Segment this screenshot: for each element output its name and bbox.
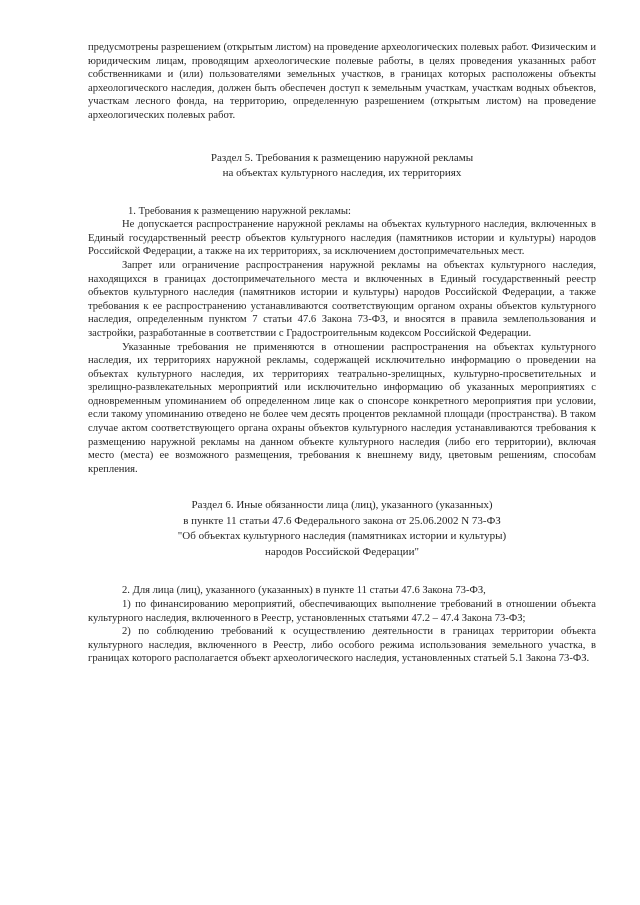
section-6-title-line-2: в пункте 11 статьи 47.6 Федерального закона от 25.06.2002 N 73-ФЗ bbox=[183, 514, 501, 527]
section-6-item-2: 2. Для лица (лиц), указанного (указанных) в пункте 11 статьи 47.6 Закона 73-ФЗ, bbox=[122, 585, 486, 597]
section-5-heading bbox=[88, 151, 596, 181]
section-5-paragraph-1: Не допускается распространение наружной рекламы на объектах культурного наследия, включенных в Единый государственный реестр объектов культурного наследия (памятников истории и культуры) народов Российской Федерации, а также на их территориях, за исключением достопримечательных мест. bbox=[88, 219, 596, 258]
section-6-title-line-3: "Об объектах культурного наследия (памятниках истории и культуры) bbox=[177, 530, 507, 543]
section-5-paragraph-2: Запрет или ограничение распространения наружной рекламы на объектах культурного наследия, находящихся в границах достопримечательного места и включенных в Единый государственный реестр объектов культурного наследия (памятников истории и культуры) народов Российской Федерации, а также требования к ее распространению устанавливаются соответствующим органом охраны объектов культурного наследия, определенным пунктом 7 статьи 47.6 Закона 73-ФЗ, и вносятся в правила землепользования и застройки, разработанные в соответствии с Градостроительным кодексом Российской Федерации. bbox=[88, 259, 596, 339]
document-page bbox=[88, 41, 596, 666]
section-5-item-1: 1. Требования к размещению наружной рекламы: bbox=[128, 205, 351, 217]
section-6-subitem-2: 2) по соблюдению требований к осуществлению деятельности в границах территории объекта культурного наследия, включенного в Реестр, либо особого режима использования земельного участка, в границах которого располагается объект археологического наследия, установленных статьей 5.1 Закона 73-ФЗ. bbox=[88, 626, 596, 665]
section-6-title-line-1: Раздел 6. Иные обязанности лица (лиц), указанного (указанных) bbox=[191, 499, 493, 512]
section-6-subitem-1: 1) по финансированию мероприятий, обеспечивающих выполнение требований в отношении объекта культурного наследия, включенного в Реестр, установленных статьями 47.2 – 47.4 Закона 73-ФЗ; bbox=[88, 599, 596, 624]
intro-paragraph: предусмотрены разрешением (открытым листом) на проведение археологических полевых работ. Физическим и юридическим лицам, проводящим археологические полевые работы, в целях проведения указанных работ собственниками и (или) пользователями земельных участков, в границах которых расположены объекты археологического наследия, должен быть обеспечен доступ к земельным участкам, участкам водных объектов, участкам лесного фонда, на территорию, определенную разрешением (открытым листом) на проведение археологических полевых работ. bbox=[88, 42, 596, 121]
section-6-title-line-4: народов Российской Федерации" bbox=[265, 545, 419, 558]
section-5-title-line-2: на объектах культурного наследия, их территориях bbox=[222, 166, 462, 179]
section-6-heading bbox=[88, 498, 596, 560]
section-5-title-line-1: Раздел 5. Требования к размещению наружной рекламы bbox=[210, 151, 474, 164]
section-5-paragraph-3: Указанные требования не применяются в отношении распространения на объектах культурного наследия, их территориях наружной рекламы, содержащей исключительно информацию о проведении на объектах культурного наследия, их территориях театрально-зрелищных, культурно-просветительных и зрелищно-развлекательных мероприятий или исключительно информацию об указанных мероприятиях с одновременным упоминанием об определенном лице как о спонсоре конкретного мероприятия при условии, если такому упоминанию отведено не более чем десять процентов рекламной площади (пространства). В таком случае актом соответствующего органа охраны объектов культурного наследия устанавливаются требования к размещению наружной рекламы на данном объекте культурного наследия (либо его территории), включая место (места) ее возможного размещения, требования к внешнему виду, цветовым решениям, способам крепления. bbox=[88, 341, 596, 475]
